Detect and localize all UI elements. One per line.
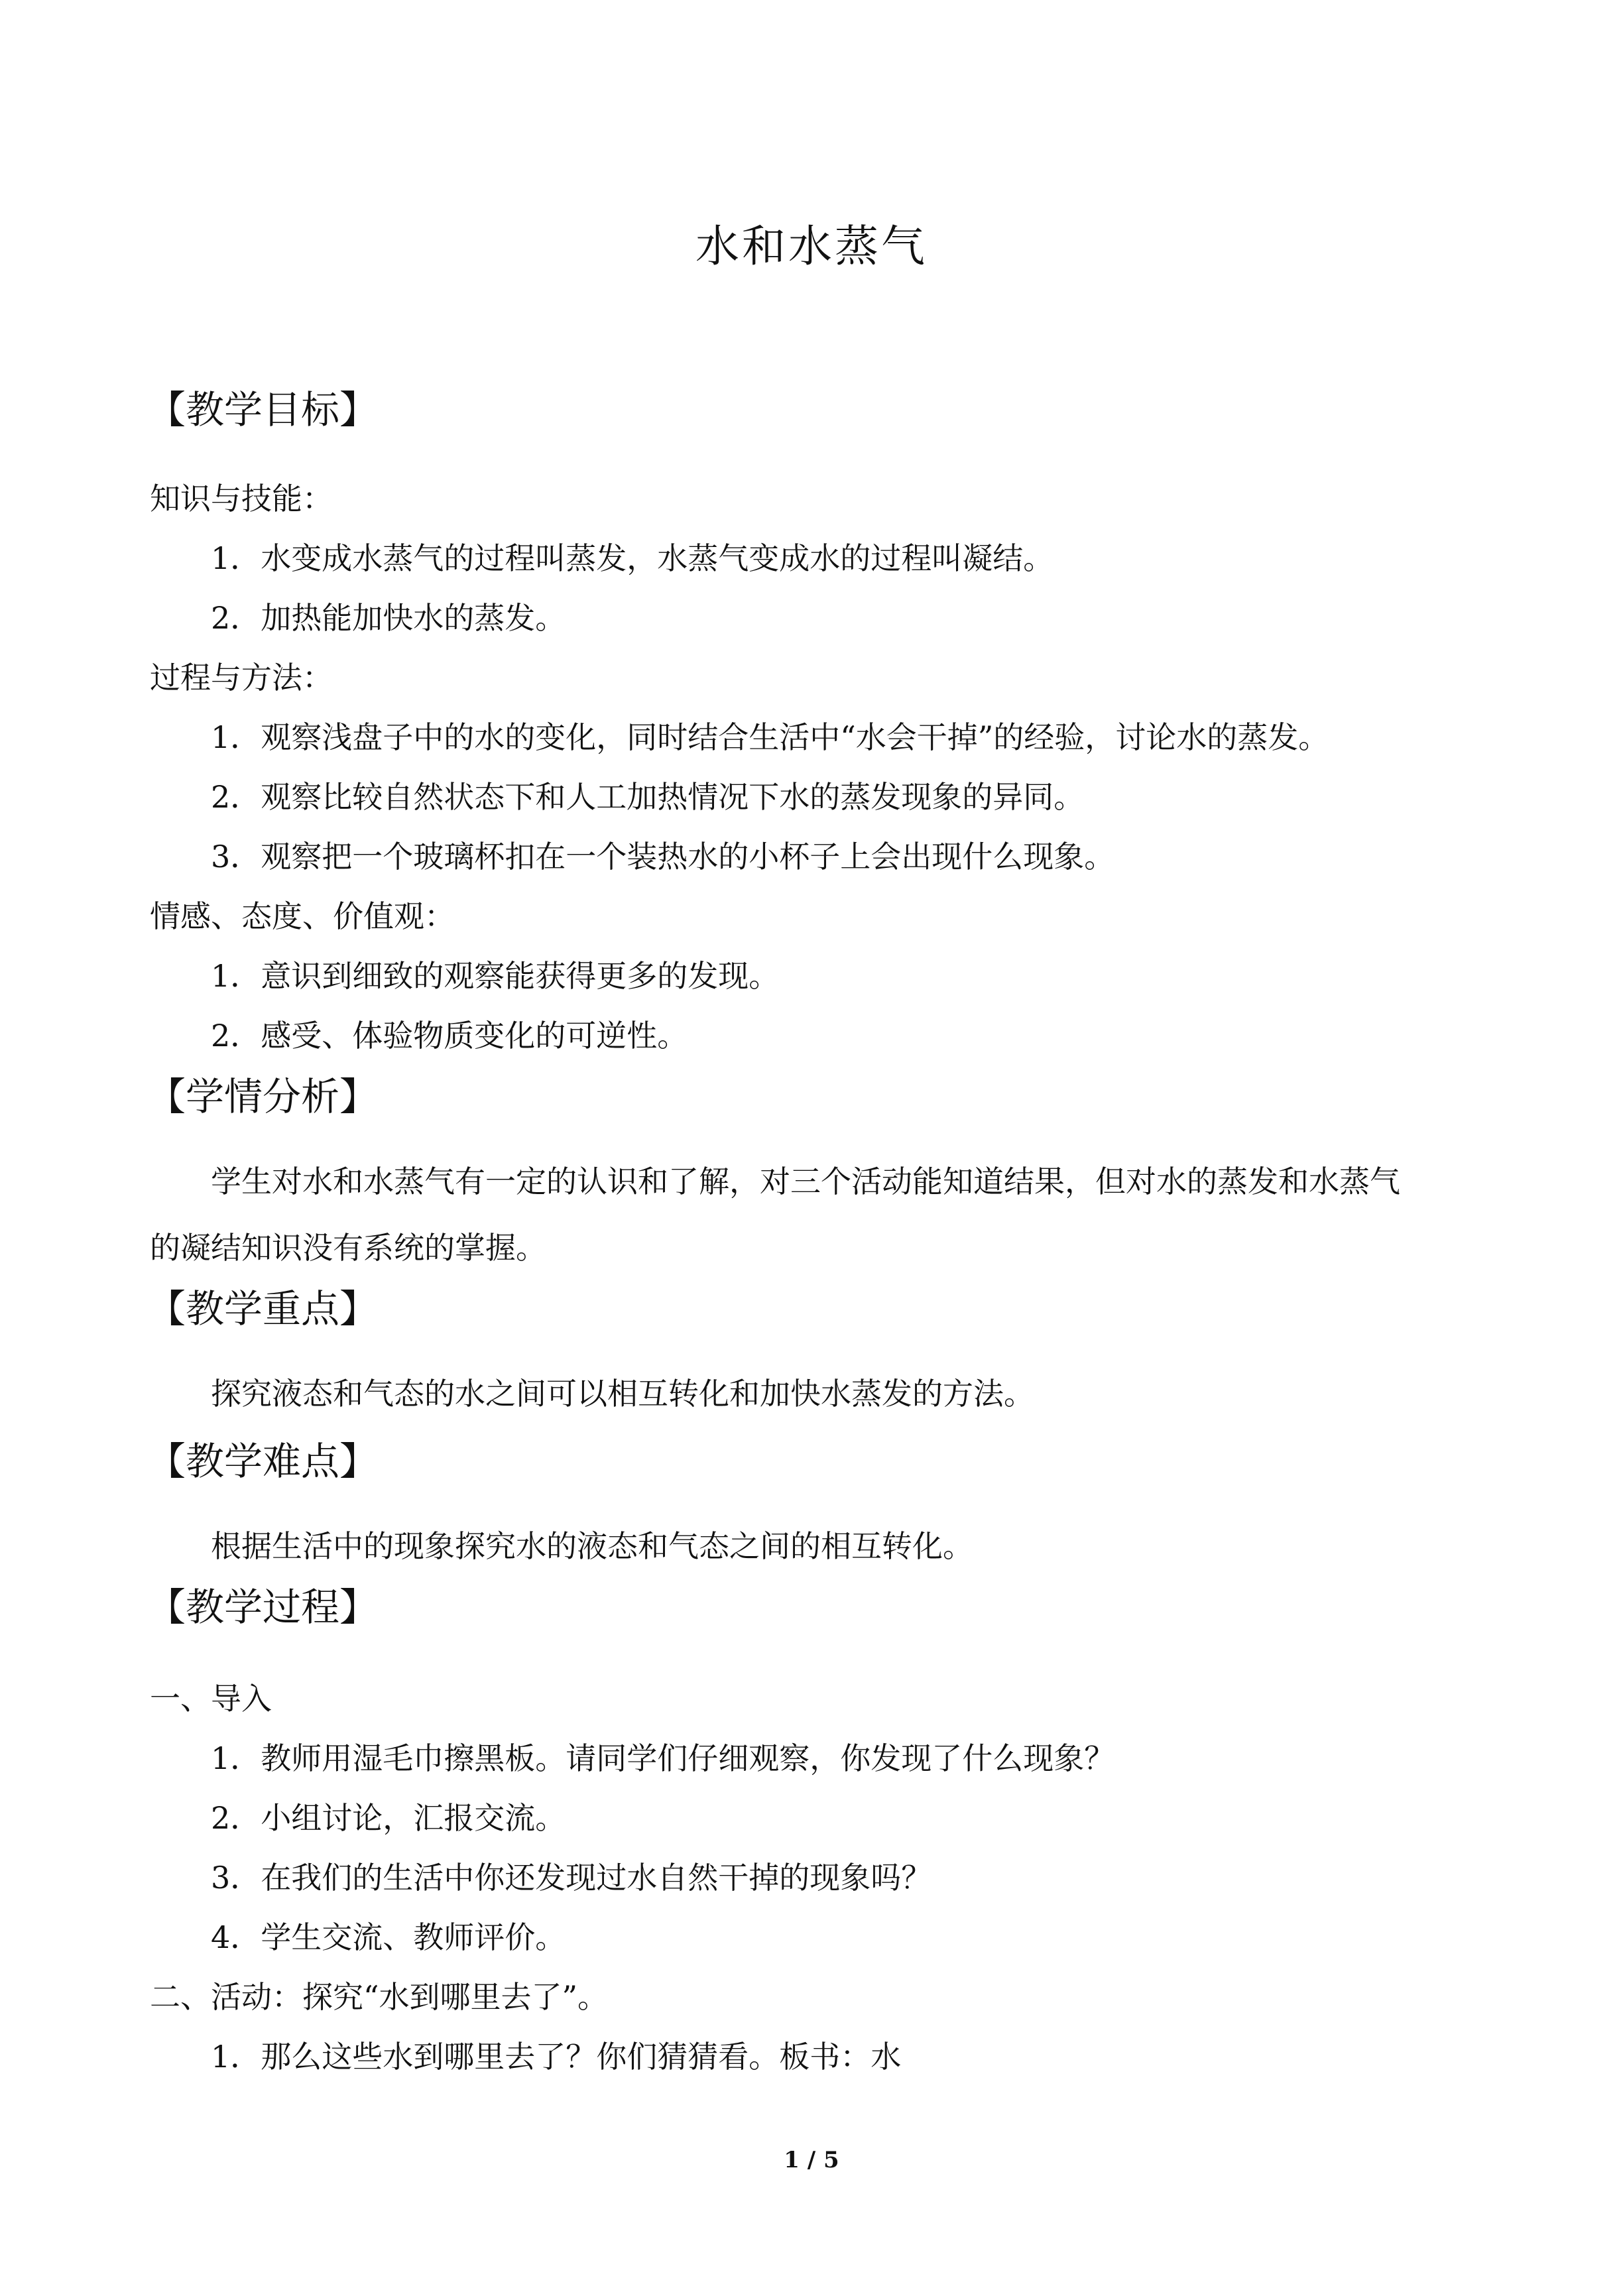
emotion-label: 情感、态度、价值观： — [150, 898, 455, 934]
knowledge-label: 知识与技能： — [150, 481, 333, 516]
emotion-item: 1．意识到细致的观察能获得更多的发现。 — [211, 958, 780, 994]
process-item: 2．观察比较自然状态下和人工加热情况下水的蒸发现象的异同。 — [211, 779, 1085, 815]
knowledge-item: 2．加热能加快水的蒸发。 — [211, 600, 566, 636]
key-points-text: 探究液态和气态的水之间可以相互转化和加快水蒸发的方法。 — [211, 1376, 1034, 1412]
emotion-item: 2．感受、体验物质变化的可逆性。 — [211, 1018, 688, 1054]
process-item: 3．观察把一个玻璃杯扣在一个装热水的小杯子上会出现什么现象。 — [211, 839, 1115, 875]
section-heading-key-points: 【教学重点】 — [147, 1286, 379, 1331]
process-step: 4．学生交流、教师评价。 — [211, 1919, 566, 1955]
difficulties-text: 根据生活中的现象探究水的液态和气态之间的相互转化。 — [211, 1528, 973, 1564]
process-part-label: 一、导入 — [150, 1681, 272, 1717]
analysis-text-line: 学生对水和水蒸气有一定的认识和了解，对三个活动能知道结果，但对水的蒸发和水蒸气 — [211, 1164, 1400, 1199]
page-number: 1 / 5 — [784, 2147, 839, 2173]
section-heading-goals: 【教学目标】 — [147, 387, 379, 432]
process-part-label: 二、活动：探究“水到哪里去了”。 — [150, 1979, 609, 2015]
section-heading-analysis: 【学情分析】 — [147, 1074, 379, 1119]
section-heading-process: 【教学过程】 — [147, 1585, 379, 1630]
process-step: 1．教师用湿毛巾擦黑板。请同学们仔细观察，你发现了什么现象？ — [211, 1740, 1115, 1776]
process-label: 过程与方法： — [150, 660, 333, 695]
document-title: 水和水蒸气 — [695, 221, 928, 272]
process-item: 1．观察浅盘子中的水的变化，同时结合生活中“水会干掉”的经验，讨论水的蒸发。 — [211, 719, 1329, 755]
process-step: 3．在我们的生活中你还发现过水自然干掉的现象吗？ — [211, 1860, 932, 1896]
knowledge-item: 1．水变成水蒸气的过程叫蒸发，水蒸气变成水的过程叫凝结。 — [211, 540, 1054, 576]
section-heading-difficulties: 【教学难点】 — [147, 1439, 379, 1484]
process-step: 1．那么这些水到哪里去了？你们猜猜看。板书：水 — [211, 2039, 902, 2075]
process-step: 2．小组讨论，汇报交流。 — [211, 1800, 566, 1836]
analysis-text-line: 的凝结知识没有系统的掌握。 — [150, 1230, 546, 1266]
